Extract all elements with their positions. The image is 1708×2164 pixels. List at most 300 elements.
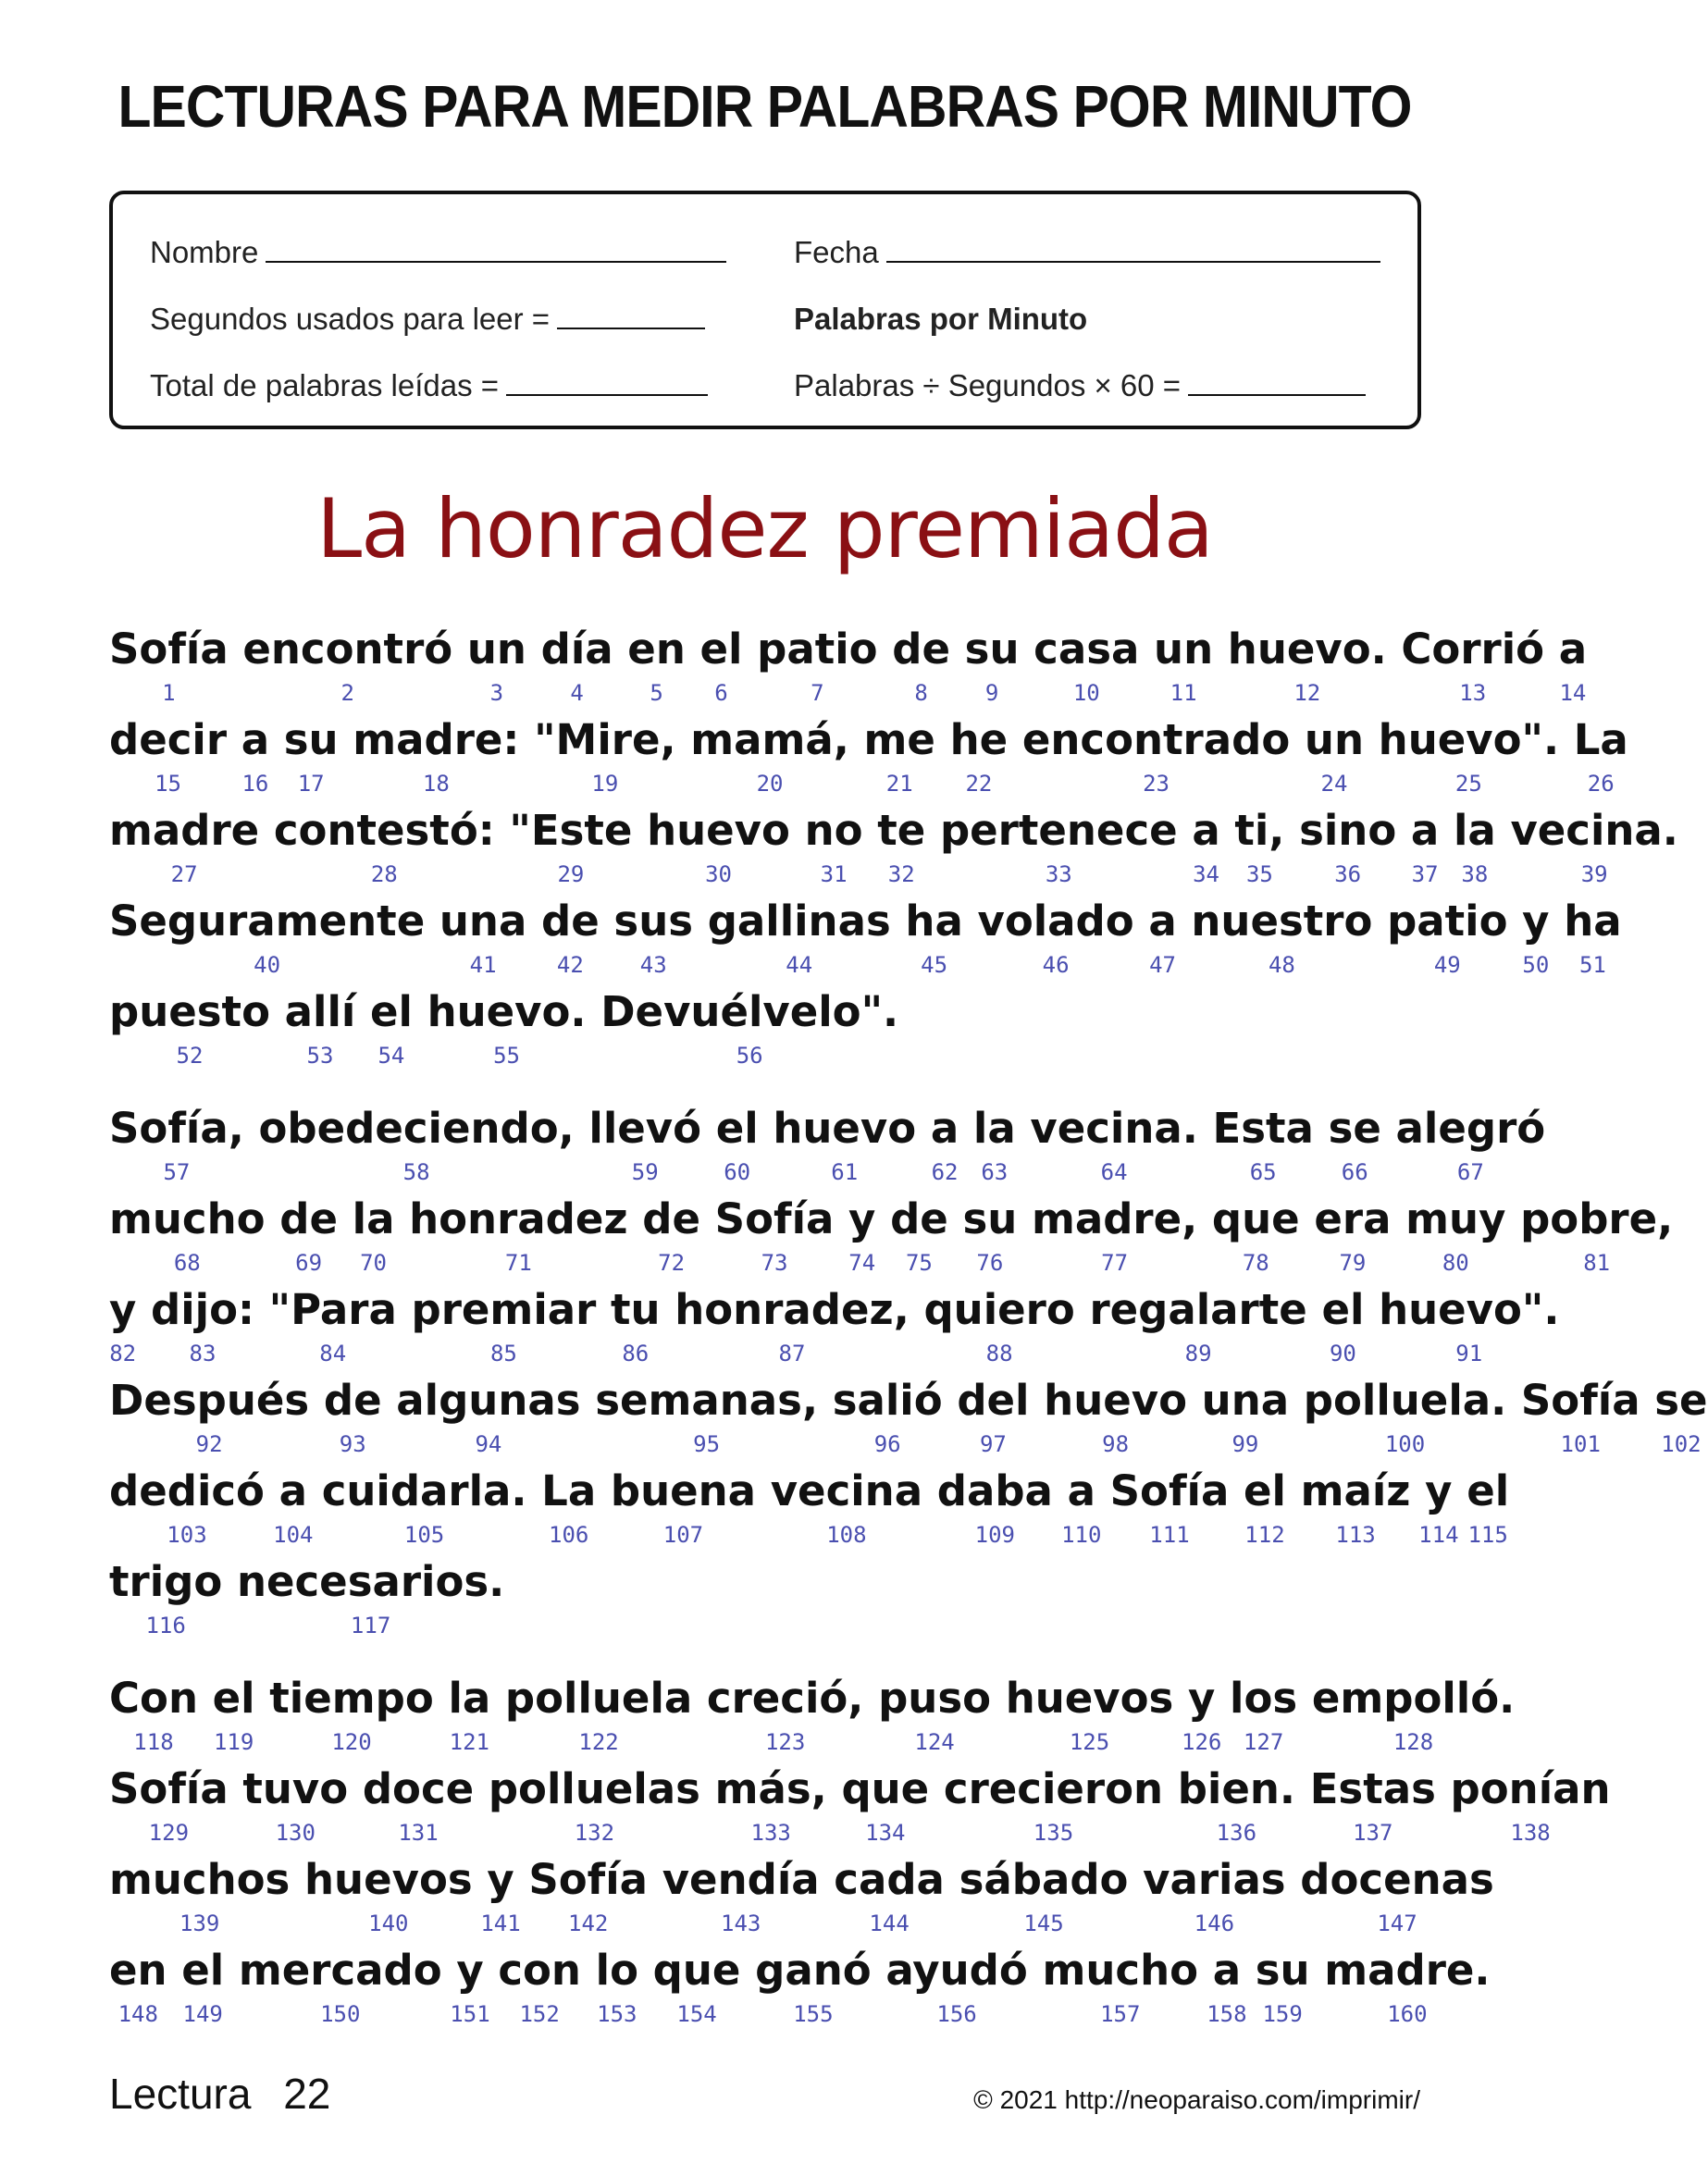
story-word: "Este [509, 806, 633, 855]
word-count-number: 3 [489, 680, 504, 706]
story-word: crecieron [943, 1764, 1164, 1813]
word-count-number: 52 [176, 1043, 204, 1069]
story-word: bien. [1177, 1764, 1296, 1813]
word-count-number: 94 [475, 1431, 502, 1457]
story-word: huevo. [1227, 624, 1387, 674]
date-field[interactable] [794, 235, 1380, 270]
story-word: mucho [1042, 1946, 1199, 1995]
word-count-number: 87 [778, 1341, 806, 1366]
story-word: el [369, 987, 413, 1036]
story-word: cuidarla. [321, 1466, 527, 1515]
story-word: Corrió [1401, 624, 1545, 674]
story-word: los [1230, 1674, 1298, 1723]
word-count-number: 102 [1661, 1431, 1702, 1457]
story-line [109, 1855, 1494, 1904]
word-count-number: 101 [1560, 1431, 1601, 1457]
word-count-number: 93 [339, 1431, 366, 1457]
story-word: Con [109, 1674, 198, 1723]
word-count-number: 68 [173, 1250, 201, 1276]
word-count-number: 115 [1467, 1522, 1508, 1548]
word-count-number: 19 [591, 771, 619, 797]
word-count-number: 40 [254, 952, 281, 978]
story-word: polluela. [1303, 1376, 1507, 1425]
story-word: salió [832, 1376, 943, 1425]
word-count-number: 132 [574, 1820, 615, 1846]
word-count-number: 147 [1377, 1911, 1417, 1936]
story-line [109, 1376, 1708, 1425]
story-word: huevo [647, 806, 790, 855]
word-count-number: 95 [693, 1431, 721, 1457]
story-word: "Mire, [534, 715, 676, 764]
word-count-number: 32 [887, 861, 915, 887]
story-word: he [949, 715, 1009, 764]
word-count-number: 13 [1459, 680, 1487, 706]
story-word: empolló. [1311, 1674, 1516, 1723]
word-count-number: 29 [557, 861, 585, 887]
story-word: una [1201, 1376, 1290, 1425]
word-count-number: 24 [1320, 771, 1348, 797]
word-count-row [109, 680, 1587, 706]
ppm-heading: Palabras por Minuto [794, 302, 1088, 336]
word-count-number: 127 [1243, 1729, 1284, 1755]
story-line [109, 897, 1622, 946]
formula-blank[interactable] [1188, 368, 1366, 396]
story-word: muy [1405, 1194, 1506, 1243]
story-word: el [699, 624, 743, 674]
story-word: Seguramente [109, 897, 426, 946]
story-line [109, 1764, 1611, 1813]
word-count-number: 16 [241, 771, 269, 797]
word-count-number: 4 [570, 680, 584, 706]
story-word: Sofía [528, 1855, 649, 1904]
reading-label [109, 2069, 330, 2119]
story-word: tiempo [269, 1674, 434, 1723]
story-word: Sofía [1109, 1466, 1230, 1515]
word-count-number: 62 [931, 1159, 959, 1185]
story-word: a [1410, 806, 1440, 855]
story-word: más, [714, 1764, 827, 1813]
word-count-number: 139 [179, 1911, 220, 1936]
story-word: patio [1387, 897, 1508, 946]
word-count-number: 65 [1249, 1159, 1277, 1185]
word-count-number: 159 [1262, 2001, 1303, 2027]
story-word: de [642, 1194, 700, 1243]
word-count-number: 110 [1061, 1522, 1102, 1548]
story-word: me [863, 715, 935, 764]
story-word: y [1425, 1466, 1453, 1515]
story-word: La [1573, 715, 1628, 764]
name-field[interactable] [150, 235, 726, 270]
word-count-number: 84 [319, 1341, 347, 1366]
story-word: era [1314, 1194, 1392, 1243]
story-word: creció, [706, 1674, 864, 1723]
story-word: y [487, 1855, 514, 1904]
word-count-number: 7 [811, 680, 824, 706]
word-count-row [109, 1250, 1611, 1276]
story-word: varias [1143, 1855, 1286, 1904]
word-count-number: 78 [1242, 1250, 1269, 1276]
word-count-number: 5 [650, 680, 663, 706]
word-count-number: 108 [826, 1522, 867, 1548]
story-word: y [1522, 897, 1550, 946]
story-word: madre: [353, 715, 520, 764]
story-word: La [541, 1466, 597, 1515]
word-count-row [109, 952, 1606, 978]
story-word: madre, [1031, 1194, 1198, 1243]
story-word: polluelas [488, 1764, 700, 1813]
total-words-blank[interactable] [506, 368, 708, 396]
word-count-number: 106 [548, 1522, 589, 1548]
word-count-number: 138 [1510, 1820, 1551, 1846]
story-word: su [283, 715, 339, 764]
word-count-number: 83 [189, 1341, 217, 1366]
story-word: ganó [755, 1946, 872, 1995]
story-word: cada [834, 1855, 945, 1904]
word-count-row [109, 1522, 1508, 1548]
story-line [109, 1674, 1516, 1723]
story-word: madre [109, 806, 260, 855]
word-count-number: 33 [1045, 861, 1072, 887]
word-count-number: 39 [1580, 861, 1608, 887]
word-count-number: 114 [1418, 1522, 1459, 1548]
story-word: pertenece [939, 806, 1178, 855]
story-line [109, 624, 1588, 674]
word-count-number: 124 [914, 1729, 955, 1755]
story-word: el [181, 1946, 225, 1995]
word-count-number: 26 [1587, 771, 1615, 797]
word-count-number: 23 [1143, 771, 1170, 797]
story-word: ti, [1234, 806, 1285, 855]
word-count-number: 43 [639, 952, 667, 978]
story-word: alegró [1395, 1104, 1546, 1153]
story-word: "Para [268, 1285, 397, 1334]
word-count-number: 99 [1231, 1431, 1259, 1457]
story-word: puso [878, 1674, 992, 1723]
story-word: te [877, 806, 926, 855]
story-word: el [1244, 1466, 1286, 1515]
story-word: del [957, 1376, 1030, 1425]
seconds-field[interactable] [150, 302, 705, 337]
story-word: obedeciendo, [258, 1104, 575, 1153]
word-count-number: 150 [320, 2001, 361, 2027]
word-count-row [109, 1341, 1483, 1366]
story-line [109, 987, 1429, 1036]
story-word: Sofía [714, 1194, 835, 1243]
page-title: LECTURAS PARA MEDIR PALABRAS POR MINUTO [118, 73, 1412, 140]
story-word: a [241, 715, 270, 764]
story-word: a [1148, 897, 1177, 946]
word-count-number: 109 [974, 1522, 1016, 1548]
story-word: ha [1564, 897, 1622, 946]
word-count-number: 134 [865, 1820, 906, 1846]
story-word: decir [109, 715, 228, 764]
word-count-number: 137 [1353, 1820, 1393, 1846]
story-word: sábado [959, 1855, 1129, 1904]
story-word: pobre, [1520, 1194, 1674, 1243]
story-word: y [848, 1194, 876, 1243]
story-line [109, 715, 1628, 764]
story-word: huevo. [427, 987, 587, 1036]
story-word: sino [1299, 806, 1397, 855]
word-count-number: 123 [764, 1729, 806, 1755]
word-count-number: 61 [831, 1159, 859, 1185]
story-word: algunas [396, 1376, 581, 1425]
story-word: con [498, 1946, 581, 1995]
word-count-row [109, 1729, 1434, 1755]
story-word: huevo". [1378, 715, 1560, 764]
story-word: huevo". [1379, 1285, 1560, 1334]
word-count-number: 73 [761, 1250, 788, 1276]
word-count-number: 149 [182, 2001, 223, 2027]
word-count-number: 120 [331, 1729, 372, 1755]
story-line [109, 1557, 1429, 1606]
word-count-number: 119 [213, 1729, 254, 1755]
word-count-number: 44 [786, 952, 813, 978]
story-word: y [1188, 1674, 1216, 1723]
word-count-number: 131 [398, 1820, 439, 1846]
story-word: polluela [504, 1674, 693, 1723]
word-count-number: 27 [170, 861, 198, 887]
story-word: el [1467, 1466, 1510, 1515]
word-count-number: 112 [1244, 1522, 1285, 1548]
story-word: la [352, 1194, 395, 1243]
story-word: muchos [109, 1855, 291, 1904]
name-blank[interactable] [266, 235, 726, 263]
word-count-number: 37 [1411, 861, 1439, 887]
story-word: huevos [304, 1855, 473, 1904]
story-line [109, 1946, 1491, 1995]
story-word: allí [284, 987, 356, 1036]
word-count-number: 25 [1454, 771, 1482, 797]
story-word: madre. [1324, 1946, 1491, 1995]
word-count-number: 98 [1102, 1431, 1130, 1457]
reading-word: Lectura [109, 2070, 252, 2118]
word-count-number: 122 [578, 1729, 619, 1755]
word-count-number: 6 [714, 680, 728, 706]
story-title: La honradez premiada [316, 481, 1213, 576]
story-word: un [466, 624, 526, 674]
word-count-number: 28 [370, 861, 398, 887]
word-count-number: 156 [936, 2001, 977, 2027]
story-word: ayudó [885, 1946, 1028, 1995]
word-count-number: 143 [720, 1911, 761, 1936]
story-word: una [439, 897, 527, 946]
total-words-field[interactable] [150, 368, 708, 403]
word-count-number: 64 [1100, 1159, 1128, 1185]
word-count-number: 57 [163, 1159, 191, 1185]
word-count-number: 90 [1329, 1341, 1356, 1366]
word-count-number: 136 [1216, 1820, 1257, 1846]
story-word: semanas, [595, 1376, 819, 1425]
word-count-number: 2 [340, 680, 355, 706]
word-count-number: 77 [1101, 1250, 1129, 1276]
word-count-number: 1 [162, 680, 176, 706]
story-word: puesto [109, 987, 270, 1036]
word-count-row [109, 861, 1608, 887]
story-word: su [1255, 1946, 1310, 1995]
story-word: el [212, 1674, 255, 1723]
word-count-number: 67 [1456, 1159, 1484, 1185]
story-word: se [1328, 1104, 1381, 1153]
story-word: dijo: [151, 1285, 254, 1334]
word-count-number: 9 [984, 680, 999, 706]
word-count-row [109, 1043, 1429, 1067]
word-count-number: 17 [297, 771, 325, 797]
story-word: quiero [923, 1285, 1075, 1334]
word-count-number: 91 [1455, 1341, 1483, 1366]
word-count-number: 89 [1184, 1341, 1212, 1366]
word-count-number: 146 [1194, 1911, 1235, 1936]
word-count-number: 86 [622, 1341, 650, 1366]
story-word: de [323, 1376, 382, 1425]
word-count-number: 96 [873, 1431, 901, 1457]
copyright-notice: © 2021 http://neoparaiso.com/imprimir/ [973, 2085, 1420, 2114]
word-count-number: 105 [403, 1522, 445, 1548]
word-count-number: 53 [306, 1043, 334, 1069]
story-word: casa [1033, 624, 1140, 674]
story-line [109, 1104, 1546, 1153]
formula-field[interactable] [794, 368, 1366, 403]
word-count-number: 151 [450, 2001, 490, 2027]
story-word: patio [757, 624, 878, 674]
story-word: necesarios. [236, 1557, 505, 1606]
story-word: vecina. [1030, 1104, 1198, 1153]
word-count-number: 46 [1042, 952, 1070, 978]
word-count-number: 141 [480, 1911, 521, 1936]
word-count-number: 118 [133, 1729, 174, 1755]
story-word: lo [595, 1946, 638, 1995]
word-count-row [109, 1820, 1551, 1846]
word-count-number: 20 [756, 771, 784, 797]
word-count-number: 128 [1392, 1729, 1434, 1755]
story-word: de [890, 1194, 948, 1243]
word-count-number: 47 [1149, 952, 1176, 978]
word-count-number: 30 [705, 861, 732, 887]
word-count-number: 82 [109, 1341, 137, 1366]
story-word: ha [905, 897, 963, 946]
word-count-number: 144 [869, 1911, 910, 1936]
story-word: Estas [1309, 1764, 1436, 1813]
story-word: a [1067, 1466, 1095, 1515]
word-count-number: 71 [504, 1250, 532, 1276]
word-count-number: 154 [676, 2001, 717, 2027]
story-word: el [1321, 1285, 1365, 1334]
story-line [109, 1466, 1510, 1515]
word-count-number: 117 [350, 1613, 391, 1638]
story-word: llevó [588, 1104, 702, 1153]
story-word: a [1192, 806, 1220, 855]
student-info-box [109, 191, 1421, 429]
date-label: Fecha [794, 235, 879, 269]
word-count-number: 18 [422, 771, 450, 797]
story-word: día [540, 624, 613, 674]
word-count-number: 103 [167, 1522, 207, 1548]
word-count-number: 72 [658, 1250, 686, 1276]
story-word: a [278, 1466, 308, 1515]
story-word: daba [936, 1466, 1053, 1515]
story-word: y [109, 1285, 137, 1334]
story-word: honradez, [675, 1285, 910, 1334]
date-blank[interactable] [886, 235, 1380, 263]
story-word: buena [610, 1466, 757, 1515]
word-count-number: 8 [914, 680, 928, 706]
story-word: volado [977, 897, 1134, 946]
word-count-number: 80 [1442, 1250, 1469, 1276]
story-word: premiar [411, 1285, 597, 1334]
word-count-number: 157 [1100, 2001, 1141, 2027]
formula-label: Palabras ÷ Segundos × 60 = [794, 368, 1182, 402]
word-count-number: 12 [1293, 680, 1321, 706]
story-word: Sofía [1520, 1376, 1640, 1425]
word-count-row [109, 2001, 1429, 2025]
word-count-number: 126 [1182, 1729, 1222, 1755]
word-count-number: 125 [1069, 1729, 1110, 1755]
story-word: de [279, 1194, 338, 1243]
story-word: el [715, 1104, 759, 1153]
story-word: ponían [1450, 1764, 1611, 1813]
story-word: mamá, [690, 715, 849, 764]
story-word: en [109, 1946, 167, 1995]
story-word: Sofía, [109, 1104, 244, 1153]
story-line [109, 1285, 1560, 1334]
word-count-number: 31 [820, 861, 848, 887]
word-count-number: 48 [1268, 952, 1295, 978]
word-count-number: 69 [295, 1250, 323, 1276]
word-count-number: 63 [981, 1159, 1009, 1185]
word-count-number: 152 [519, 2001, 560, 2027]
word-count-number: 111 [1149, 1522, 1190, 1548]
story-word: contestó: [273, 806, 495, 855]
word-count-number: 74 [848, 1250, 876, 1276]
word-count-number: 66 [1341, 1159, 1368, 1185]
story-word: a [1212, 1946, 1242, 1995]
word-count-number: 38 [1461, 861, 1489, 887]
story-word: y [456, 1946, 484, 1995]
word-count-number: 158 [1207, 2001, 1247, 2027]
word-count-number: 15 [155, 771, 181, 797]
word-count-number: 116 [145, 1613, 186, 1638]
story-word: que [841, 1764, 930, 1813]
story-word: Sofía [109, 624, 229, 674]
word-count-number: 130 [275, 1820, 316, 1846]
word-count-number: 35 [1245, 861, 1273, 887]
story-word: a [930, 1104, 959, 1153]
word-count-number: 70 [360, 1250, 387, 1276]
word-count-number: 92 [195, 1431, 223, 1457]
story-word: encontrado [1021, 715, 1291, 764]
story-word: en [627, 624, 686, 674]
word-count-number: 88 [985, 1341, 1013, 1366]
word-count-number: 60 [724, 1159, 751, 1185]
story-word: un [1304, 715, 1364, 764]
story-word: honradez [409, 1194, 628, 1243]
word-count-number: 145 [1023, 1911, 1064, 1936]
word-count-number: 42 [556, 952, 584, 978]
story-word: a [1558, 624, 1588, 674]
word-count-number: 75 [905, 1250, 933, 1276]
seconds-blank[interactable] [557, 302, 705, 329]
story-word: huevo [773, 1104, 917, 1153]
word-count-number: 45 [921, 952, 948, 978]
story-word: la [972, 1104, 1016, 1153]
story-word: maíz [1300, 1466, 1411, 1515]
word-count-row [109, 1911, 1429, 1935]
total-words-label: Total de palabras leídas = [150, 368, 500, 402]
reading-number: 22 [283, 2070, 331, 2118]
word-count-number: 121 [449, 1729, 490, 1755]
word-count-number: 148 [118, 2001, 158, 2027]
story-word: la [448, 1674, 491, 1723]
